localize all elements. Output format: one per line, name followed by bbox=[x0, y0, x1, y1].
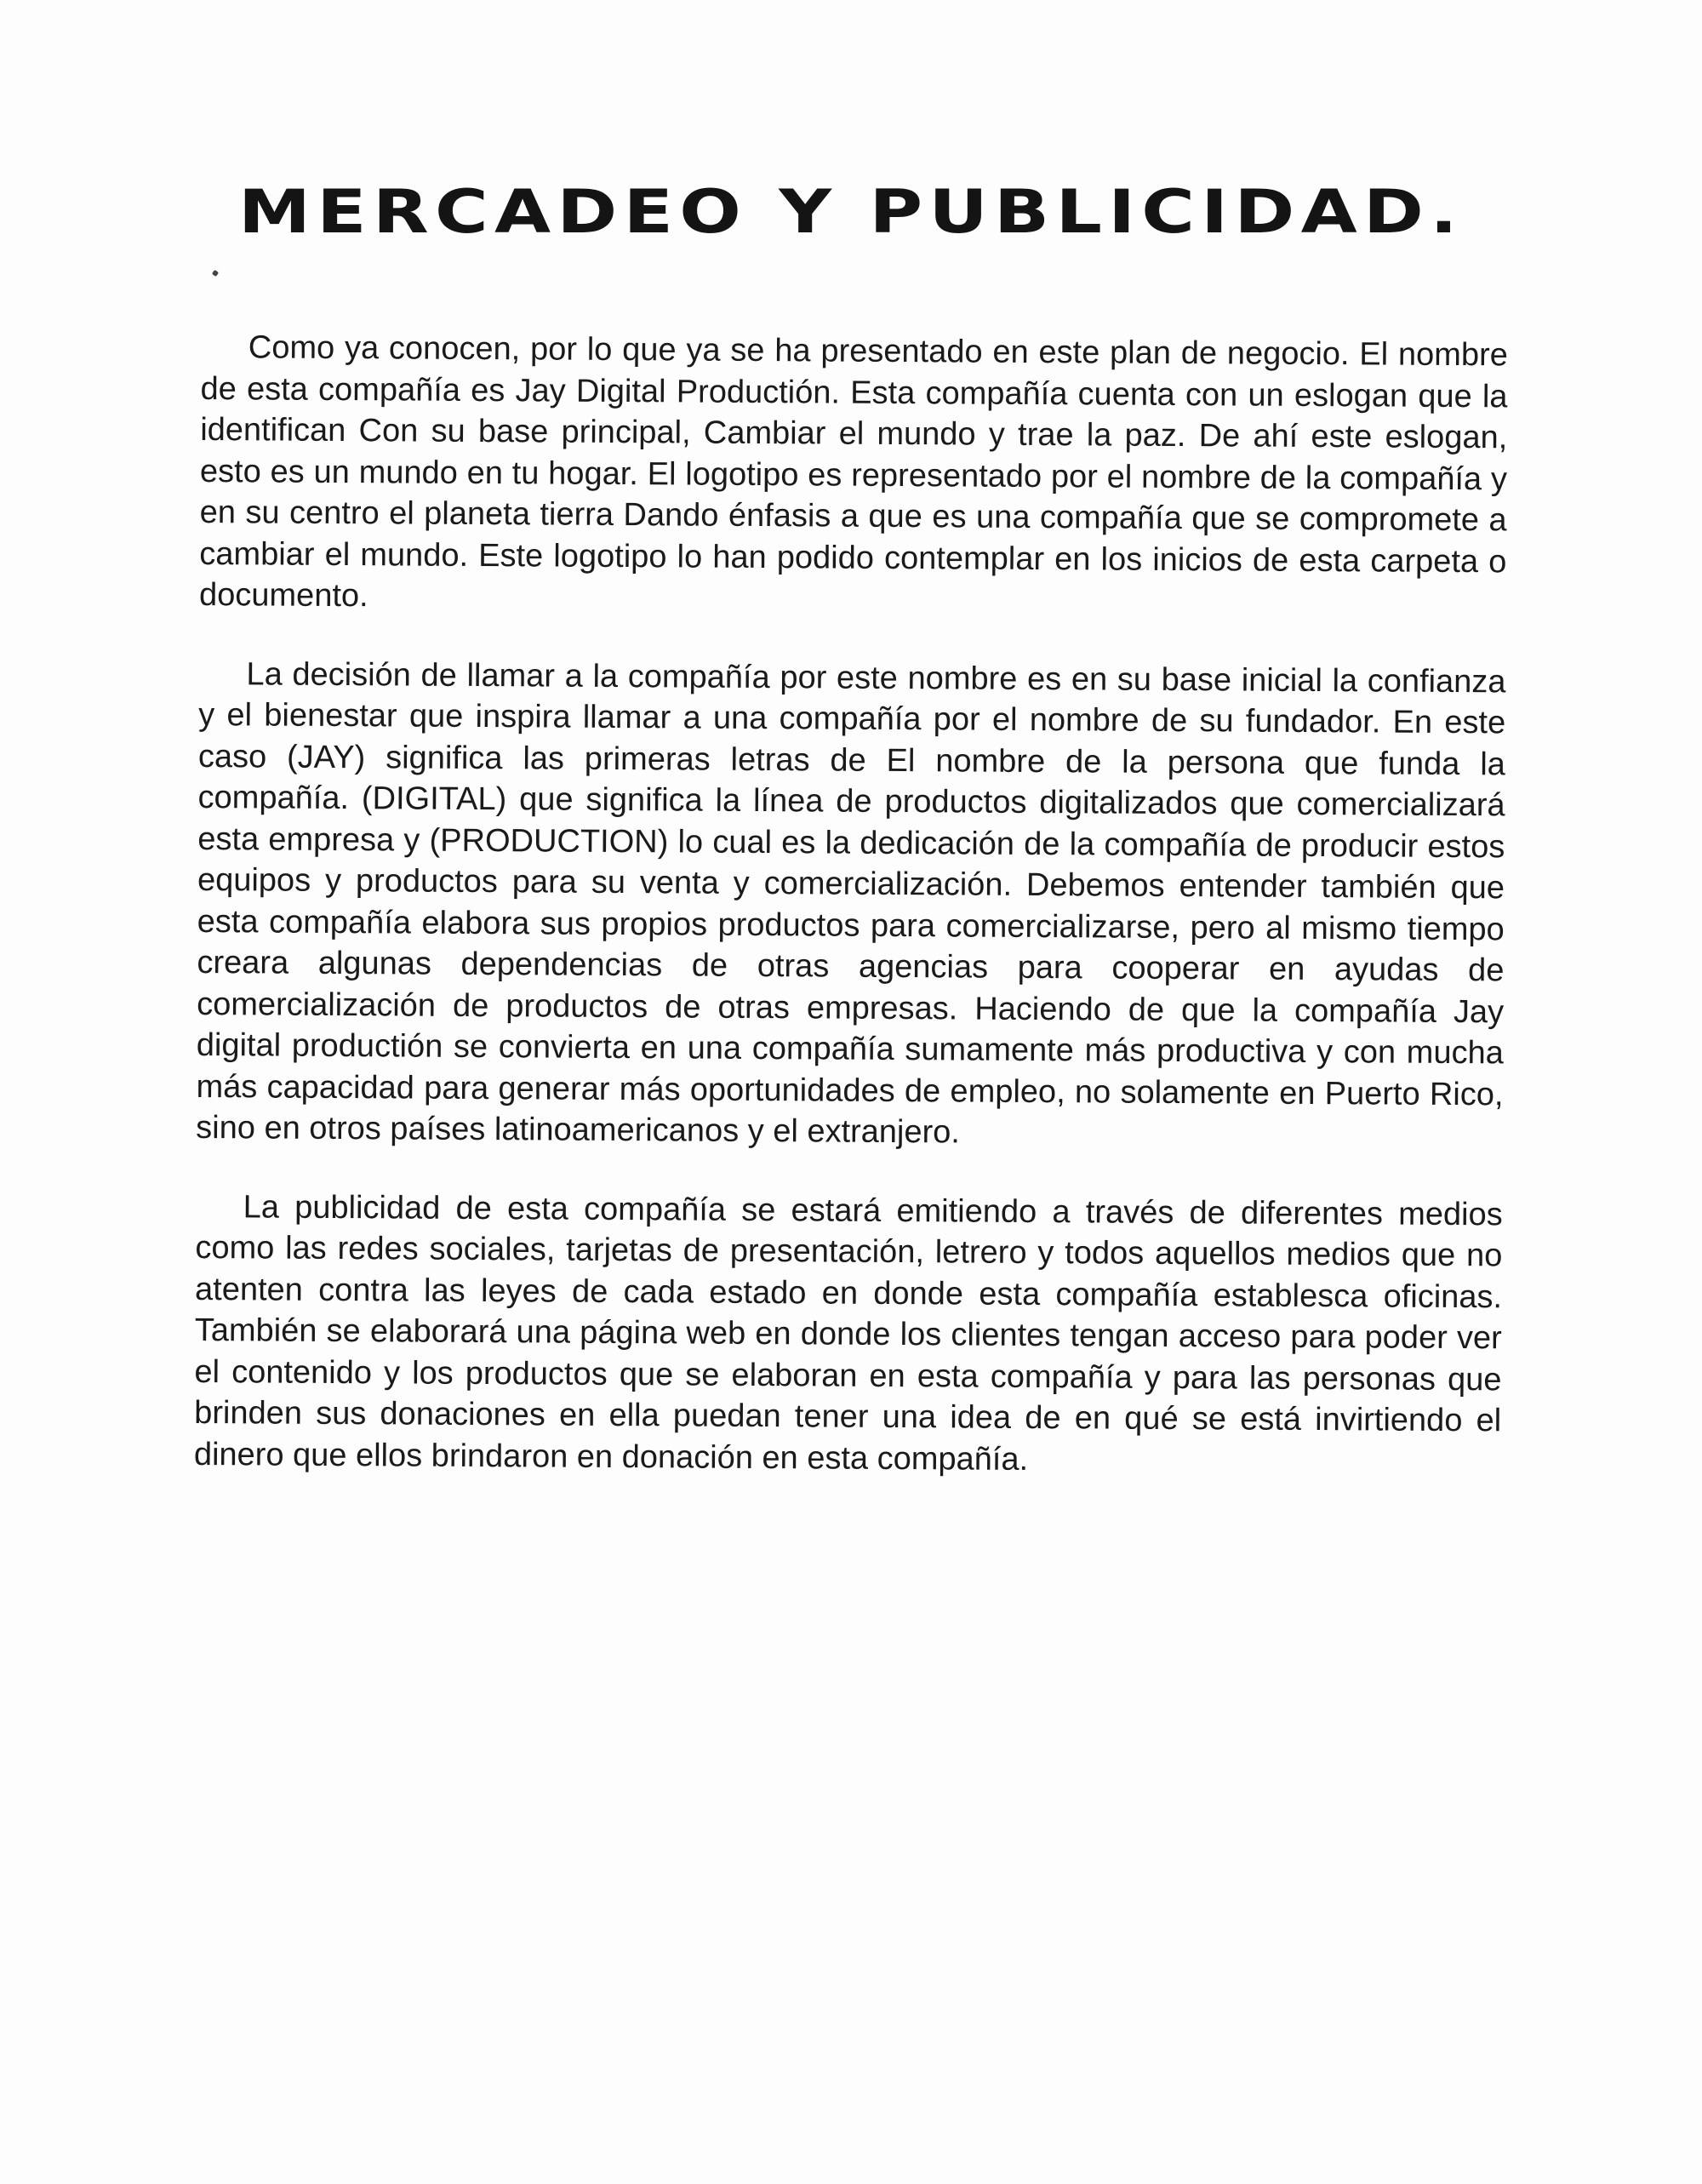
paragraph-2: La decisión de llamar a la compañía por este nombre es en su base inicial la confianza y el bienestar que inspira llamar a una compañía por el nombre de su fundador. En este caso (JAY) significa las primeras letras de El nombre de la persona que funda la compañía. (DIGITAL) que significa la línea de productos digitalizados que comercializará esta empresa y (PRODUCTION) lo cual es la dedicación de la compañía de producir estos equipos y productos para su venta y comercialización. Debemos entender también que esta compañía elabora sus propios productos para comercializarse, pero al mismo tiempo creara algunas dependencias de otras agencias para cooperar en ayudas de comercialización de productos de otras empresas. Haciendo de que la compañía Jay digital productión se convierta en una compañía sumamente más productiva y con mucha más capacidad para generar más oportunidades de empleo, no solamente en Puerto Rico, sino en otros países latinoamericanos y el extranjero. bbox=[196, 655, 1506, 1151]
paragraph-3: La publicidad de esta compañía se estará emitiendo a través de diferentes medios como las redes sociales, tarjetas de presentación, letrero y todos aquellos medios que no atenten contra las leyes de cada estado en donde esta compañía establesca oficinas. También se elaborará una página web en donde los clientes tengan acceso para poder ver el contenido y los productos que se elaboran en esta compañía y para las personas que brinden sus donaciones en ella puedan tener una idea de en qué se está invirtiendo el dinero que ellos brindaron en donación en esta compañía. bbox=[193, 1188, 1503, 1478]
paragraph-1: Como ya conocen, por lo que ya se ha presentado en este plan de negocio. El nombre de esta compañía es Jay Digital Productión. Esta compañía cuenta con un eslogan que la identifican Con su base principal, Cambiar el mundo y trae la paz. De ahí este eslogan, esto es un mundo en tu hogar. El logotipo es representado por el nombre de la compañía y en su centro el planeta tierra Dando énfasis a que es una compañía que se compromete a cambiar el mundo. Este logotipo lo han podido contemplar en los inicios de esta carpeta o documento. bbox=[198, 329, 1508, 615]
document-body bbox=[193, 327, 1507, 1520]
stray-ink-mark bbox=[212, 270, 219, 277]
page-title: MERCADEO Y PUBLICIDAD. bbox=[237, 177, 1464, 247]
